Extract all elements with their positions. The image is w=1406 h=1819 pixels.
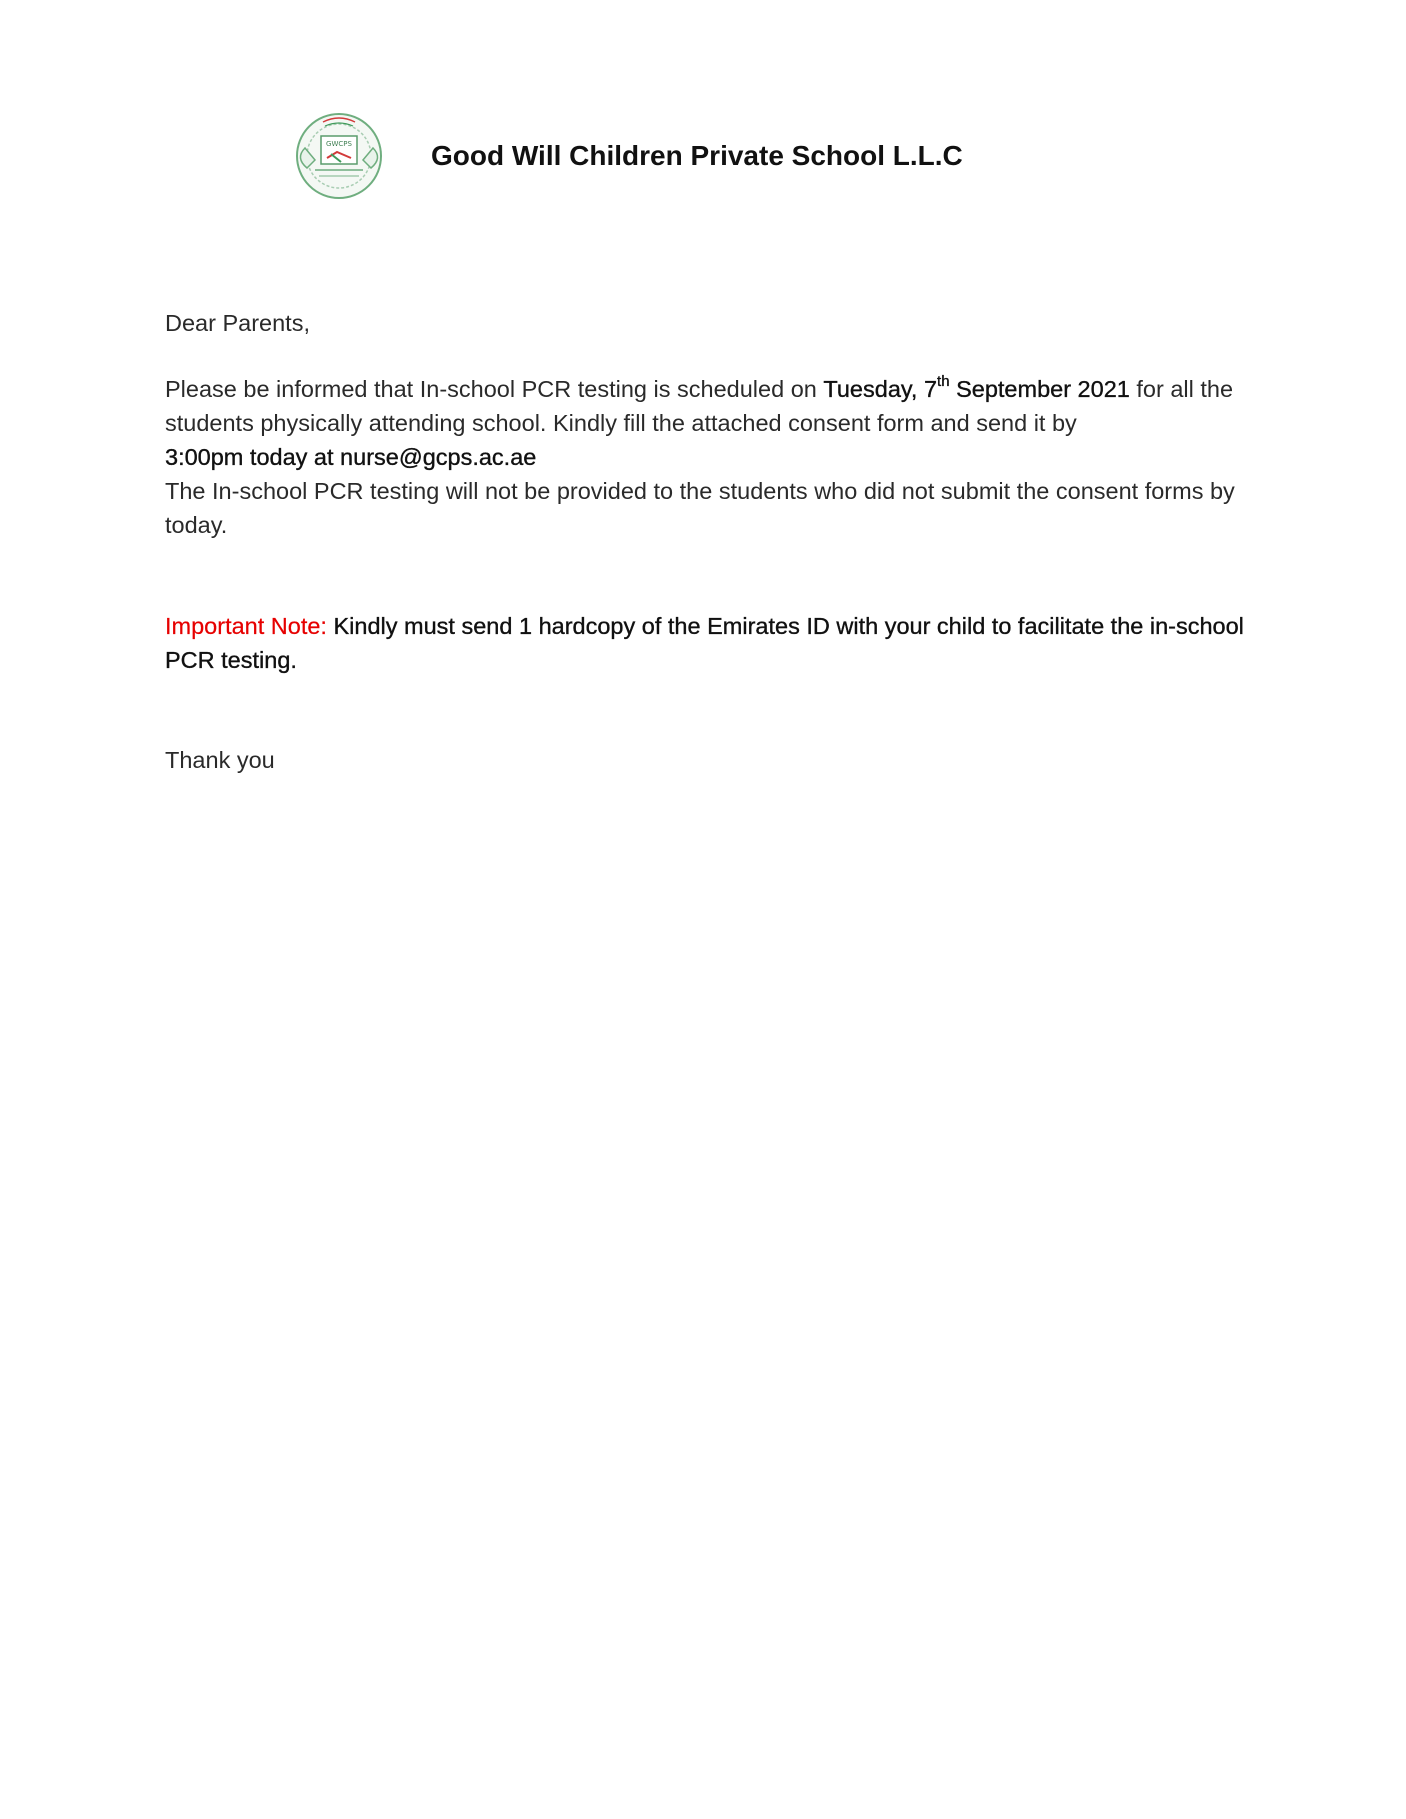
closing: Thank you	[165, 747, 275, 773]
test-date-day: Tuesday, 7	[823, 376, 938, 402]
schedule-instructions: for all the students physically attending school. Kindly fill the attached consent form and send it by	[165, 376, 1234, 436]
important-note	[165, 609, 1245, 677]
school-crest-logo	[285, 108, 393, 203]
test-date-ordinal: th	[937, 373, 950, 391]
svg-text:GWCPS: GWCPS	[326, 140, 352, 148]
important-note-text: Kindly must send 1 hardcopy of the Emirates ID with your child to facilitate the in-school PCR testing.	[165, 613, 1244, 673]
schedule-intro: Please be informed that In-school PCR testing is scheduled on	[165, 376, 824, 402]
test-date-month-year: September 2021	[949, 376, 1130, 402]
paragraph-warning: The In-school PCR testing will not be provided to the students who did not submit the consent forms by today.	[165, 478, 1235, 538]
letterhead	[285, 108, 963, 203]
paragraph-schedule	[165, 372, 1245, 474]
important-note-label: Important Note:	[165, 613, 327, 639]
greeting: Dear Parents,	[165, 310, 310, 336]
letter-body	[165, 306, 1245, 777]
submission-deadline: 3:00pm today at nurse@gcps.ac.ae	[165, 444, 537, 470]
test-date	[823, 373, 1130, 402]
school-name: Good Will Children Private School L.L.C	[431, 139, 963, 171]
